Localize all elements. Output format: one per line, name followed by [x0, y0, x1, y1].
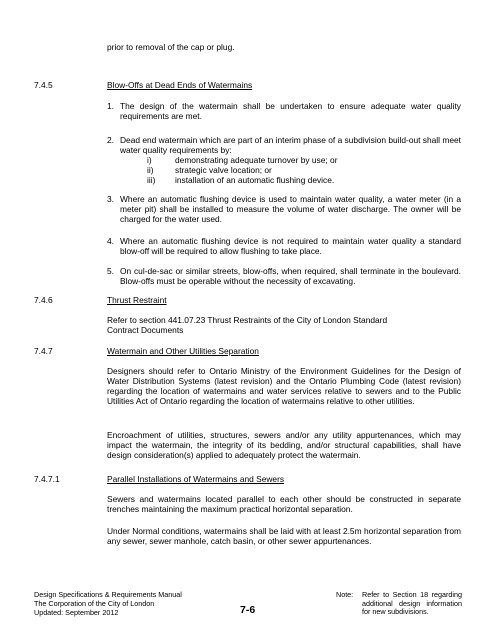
footer-note-text: Refer to Section 18 regarding additional design information for new subdivisions.	[362, 590, 462, 617]
sublist-item-number: i)	[147, 155, 152, 165]
section-paragraph-7-4-7-1-a: Sewers and watermains located parallel to each other should be constructed in separate trenches maintaining the maximum practical horizontal separation.	[107, 494, 461, 514]
list-item-text: On cul-de-sac or similar streets, blow-offs, when required, shall terminate in the boulevard. Blow-offs must be operable without the necessity of excavating.	[120, 266, 461, 286]
list-item-number: 3.	[107, 194, 114, 204]
footer-note-label: Note:	[336, 590, 354, 599]
section-number-7-4-6: 7.4.6	[34, 295, 53, 305]
list-item-text: Where an automatic flushing device is not required to maintain water quality a standard blow-off will be required to allow flushing to take place.	[120, 236, 461, 256]
footer-updated: Updated: September 2012	[34, 608, 119, 617]
section-number-7-4-7-1: 7.4.7.1	[34, 474, 60, 484]
list-item-text: Dead end watermain which are part of an interim phase of a subdivision build-out shall meet water quality requirements by:	[120, 135, 461, 155]
section-title-7-4-7-1: Parallel Installations of Watermains and Sewers	[107, 474, 285, 484]
list-item-number: 4.	[107, 236, 114, 246]
list-item-text: The design of the watermain shall be undertaken to ensure adequate water quality requirements are met.	[120, 101, 461, 121]
sublist-item-text: installation of an automatic flushing device.	[175, 175, 335, 185]
footer-organization: The Corporation of the City of London	[34, 599, 155, 608]
section-paragraph-7-4-7-1: Designers should refer to Ontario Ministry of the Environment Guidelines for the Design of Water Distribution Systems (latest revision) and the Ontario Plumbing Code (latest revision) regarding the location of watermains and water services relative to sewers and to the Public Utilities Act of Ontario regarding the location of watermains relative to other utilities.	[107, 366, 461, 406]
list-item-number: 1.	[107, 101, 114, 111]
section-title-7-4-5: Blow-Offs at Dead Ends of Watermains	[107, 80, 253, 90]
section-title-7-4-7: Watermain and Other Utilities Separation	[107, 346, 259, 356]
section-paragraph-7-4-7-2: Encroachment of utilities, structures, sewers and/or any utility appurtenances, which may impact the watermain, the integrity of its bedding, and/or structural capabilities, shall have design consideration(s) applied to adequately protect the watermain.	[107, 430, 461, 460]
intro-line: prior to removal of the cap or plug.	[107, 42, 235, 52]
list-item-text: Where an automatic flushing device is used to maintain water quality, a water meter (in a meter pit) shall be installed to measure the volume of water discharge. The owner will be charged for the water used.	[120, 194, 461, 224]
section-body-7-4-6-line1: Refer to section 441.07.23 Thrust Restraints of the City of London Standard	[107, 315, 388, 325]
page-number: 7-6	[240, 604, 256, 616]
sublist-item-number: ii)	[147, 165, 154, 175]
section-body-7-4-6-line2: Contract Documents	[107, 325, 184, 335]
section-title-7-4-6: Thrust Restraint	[107, 295, 167, 305]
section-paragraph-7-4-7-1-b: Under Normal conditions, watermains shall be laid with at least 2.5m horizontal separation from any sewer, sewer manhole, catch basin, or other sewer appurtenances.	[107, 526, 461, 546]
section-number-7-4-7: 7.4.7	[34, 346, 53, 356]
list-item-number: 5.	[107, 266, 114, 276]
list-item-number: 2.	[107, 135, 114, 145]
footer-manual-title: Design Specifications & Requirements Manual	[34, 590, 182, 599]
sublist-item-text: demonstrating adequate turnover by use; or	[175, 155, 338, 165]
section-number-7-4-5: 7.4.5	[34, 80, 53, 90]
sublist-item-text: strategic valve location; or	[175, 165, 272, 175]
sublist-item-number: iii)	[147, 175, 156, 185]
